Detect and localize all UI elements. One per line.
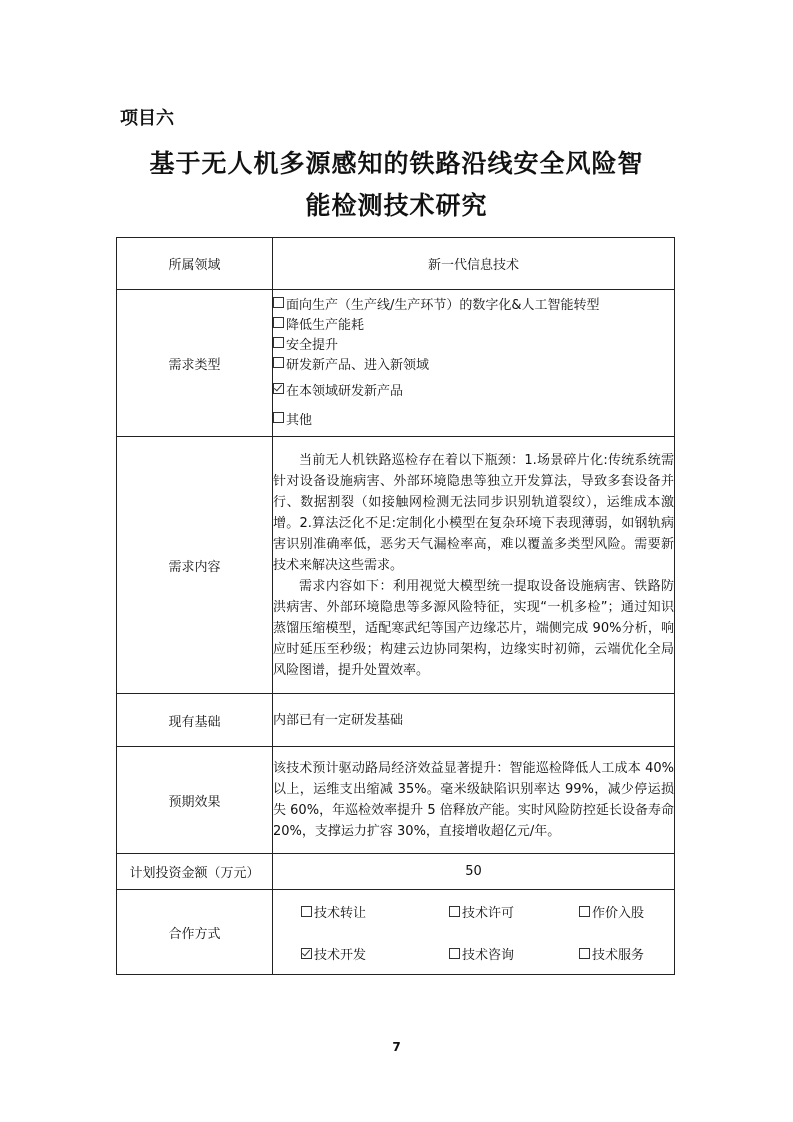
option-label: 技术许可	[462, 905, 515, 921]
project-info-table	[116, 237, 675, 975]
cooperation-option[interactable]	[301, 890, 449, 932]
section-label: 项目六	[120, 108, 174, 129]
document-title-line-1: 基于无人机多源感知的铁路沿线安全风险智	[149, 149, 644, 178]
checkbox-icon[interactable]	[449, 948, 460, 959]
cooperation-option[interactable]	[579, 890, 699, 932]
demand-type-option[interactable]	[273, 382, 674, 402]
checkbox-icon[interactable]	[579, 948, 590, 959]
option-label: 技术服务	[592, 947, 645, 963]
demand-type-option[interactable]	[273, 316, 674, 336]
option-label: 技术转让	[314, 905, 367, 921]
option-label: 技术开发	[314, 947, 367, 963]
demand-type-label: 需求类型	[117, 290, 273, 437]
cooperation-option[interactable]	[301, 932, 449, 974]
page-number: 7	[392, 1040, 401, 1054]
row-demand-content	[117, 437, 675, 694]
demand-content-body	[273, 437, 675, 694]
checkbox-icon[interactable]	[273, 337, 284, 348]
expected-effect-value	[273, 747, 675, 854]
field-value: 新一代信息技术	[273, 238, 675, 290]
cooperation-options	[273, 890, 675, 975]
option-label: 安全提升	[286, 337, 339, 353]
row-cooperation	[117, 890, 675, 975]
cooperation-option[interactable]	[579, 932, 699, 974]
row-investment	[117, 854, 675, 890]
row-expected-effect	[117, 747, 675, 854]
expected-effect-label: 预期效果	[117, 747, 273, 854]
existing-basis-value	[273, 694, 675, 747]
checkbox-icon[interactable]	[579, 906, 590, 917]
checkbox-icon[interactable]	[273, 297, 284, 308]
demand-type-option[interactable]	[273, 356, 674, 376]
option-label: 研发新产品、进入新领域	[286, 357, 430, 373]
existing-basis-label: 现有基础	[117, 694, 273, 747]
checkbox-icon[interactable]	[273, 357, 284, 368]
option-label: 技术咨询	[462, 947, 515, 963]
option-label: 降低生产能耗	[286, 317, 365, 333]
row-existing-basis	[117, 694, 675, 747]
demand-content-paragraph-2: 需求内容如下：利用视觉大模型统一提取设备设施病害、铁路防洪病害、外部环境隐患等多源风险特征，实现“一机多检”；通过知识蒸馏压缩模型，适配寒武纪等国产边缘芯片，端侧完成 90%分析，响应时延压至秒级；构建云边协同架构，边缘实时初筛，云端优化全局风险图谱，提升处置效率。	[273, 578, 674, 678]
cooperation-label: 合作方式	[117, 890, 273, 975]
checkbox-icon[interactable]	[273, 412, 284, 423]
checkbox-icon[interactable]	[301, 948, 312, 959]
cooperation-option[interactable]	[449, 890, 579, 932]
document-title-line-2: 能检测技术研究	[305, 191, 488, 220]
investment-label: 计划投资金额（万元）	[117, 854, 273, 890]
demand-type-option[interactable]	[273, 411, 674, 431]
existing-basis-text: 内部已有一定研发基础	[273, 712, 404, 728]
option-label: 在本领域研发新产品	[286, 383, 404, 399]
row-field	[117, 238, 675, 290]
row-demand-type	[117, 290, 675, 437]
demand-content-paragraph-1: 当前无人机铁路巡检存在着以下瓶颈：1.场景碎片化:传统系统需针对设备设施病害、外部环境隐患等独立开发算法，导致多套设备并行、数据割裂（如接触网检测无法同步识别轨道裂纹），运维成本激增。2.算法泛化不足:定制化小模型在复杂环境下表现薄弱，如钢轨病害识别准确率低，恶劣天气漏检率高，难以覆盖多类型风险。需要新技术来解决这些需求。	[273, 452, 674, 573]
demand-content-label: 需求内容	[117, 437, 273, 694]
demand-type-option[interactable]	[273, 296, 674, 316]
field-label: 所属领域	[117, 238, 273, 290]
option-label: 作价入股	[592, 905, 645, 921]
option-label: 其他	[286, 412, 313, 428]
option-label: 面向生产（生产线/生产环节）的数字化&人工智能转型	[286, 297, 600, 313]
checkbox-icon[interactable]	[273, 317, 284, 328]
checkbox-icon[interactable]	[301, 906, 312, 917]
demand-type-options	[273, 290, 675, 437]
cooperation-option[interactable]	[449, 932, 579, 974]
demand-type-option[interactable]	[273, 336, 674, 356]
investment-value: 50	[273, 854, 675, 890]
expected-effect-text: 该技术预计驱动路局经济效益显著提升：智能巡检降低人工成本 40%以上，运维支出缩减 35%。毫米级缺陷识别率达 99%，减少停运损失 60%，年巡检效率提升 5 倍释放产能。实时风险防控延长设备寿命 20%，支撑运力扩容 30%，直接增收超亿元/年。	[273, 761, 674, 839]
checkbox-icon[interactable]	[449, 906, 460, 917]
checkbox-icon[interactable]	[273, 383, 284, 394]
